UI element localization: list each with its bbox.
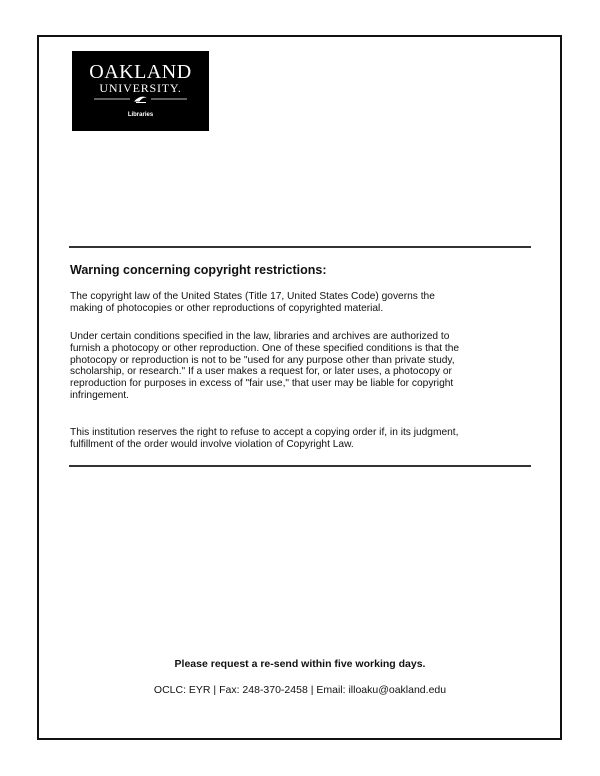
- paragraph-line: making of photocopies or other reproductions of copyrighted material.: [70, 302, 384, 314]
- paragraph-line: scholarship, or research." If a user makes a request for, or later uses, a photocopy or: [70, 366, 452, 378]
- oakland-university-libraries-logo: [72, 51, 209, 131]
- bottom-divider: [69, 465, 531, 467]
- paragraph-line: The copyright law of the United States (Title 17, United States Code) governs the: [70, 291, 435, 302]
- logo-wordmark-university: UNIVERSITY.: [99, 81, 182, 95]
- logo-wordmark-oakland: OAKLAND: [89, 61, 192, 83]
- paragraph-line: This institution reserves the right to refuse to accept a copying order if, in its judgment,: [70, 427, 459, 438]
- paragraph-line: photocopy or reproduction is not to be "used for any purpose other than private study,: [70, 354, 455, 366]
- copyright-paragraph-1: [70, 291, 532, 315]
- resend-request-notice: Please request a re-send within five working days.: [174, 658, 426, 670]
- logo-rule-icon: [94, 94, 187, 104]
- paragraph-line: reproduction for purposes in excess of "fair use," that user may be liable for copyright: [70, 378, 454, 390]
- paragraph-line: fulfillment of the order would involve violation of Copyright Law.: [70, 438, 354, 450]
- top-divider: [69, 246, 531, 248]
- copyright-paragraph-2: [70, 331, 532, 402]
- logo-libraries-label: Libraries: [127, 112, 154, 118]
- contact-info: OCLC: EYR | Fax: 248-370-2458 | Email: illoaku@oakland.edu: [153, 684, 447, 696]
- copyright-warning-title: Warning concerning copyright restrictions:: [70, 263, 327, 277]
- copyright-paragraph-3: [70, 427, 532, 451]
- paragraph-line: Under certain conditions specified in the law, libraries and archives are authorized to: [70, 331, 450, 342]
- paragraph-line: infringement.: [70, 389, 129, 401]
- paragraph-line: furnish a photocopy or other reproduction. One of these specified conditions is that the: [70, 342, 460, 354]
